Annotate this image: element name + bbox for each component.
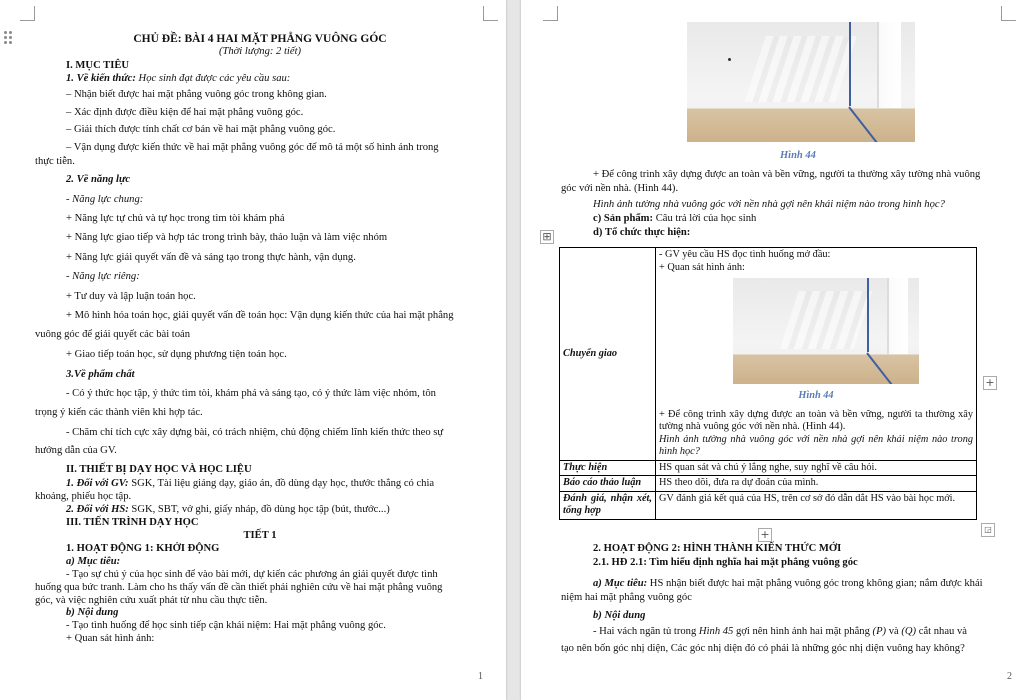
text-line: + Giao tiếp toán học, sử dụng phương tiện toán học. <box>66 349 287 360</box>
text-line: Hình ảnh tường nhà vuông góc với nền nhà gợi nên khái niệm nào trong hình học? <box>593 199 945 210</box>
document-page-2 <box>521 0 1035 700</box>
subheading: b) Nội dung <box>593 610 646 621</box>
text-line: 1. Đối với GV: SGK, Tài liệu giảng dạy, giáo án, đồ dùng dạy học, thước thẳng có chia <box>66 478 435 489</box>
text-line: – Nhận biết được hai mặt phẳng vuông góc trong không gian. <box>66 89 327 100</box>
text-line: niệm hai mặt phẳng vuông góc <box>561 592 692 603</box>
table-row-label: Báo cáo thảo luận <box>560 476 656 492</box>
table-cell: HS quan sát và chú ý lắng nghe, suy nghĩ về câu hỏi. <box>656 460 977 476</box>
text-line: - Có ý thức học tập, ý thức tìm tòi, khám phá và sáng tạo, có ý thức làm việc nhóm, tôn <box>66 388 436 399</box>
text-line: – Giải thích được tính chất cơ bản về hai mặt phẳng vuông góc. <box>66 124 336 135</box>
section-heading: II. THIẾT BỊ DẠY HỌC VÀ HỌC LIỆU <box>66 464 252 475</box>
text-line: hướng dẫn của GV. <box>35 445 117 456</box>
crop-mark <box>483 6 498 21</box>
table-move-handle-icon[interactable]: ⊞ <box>540 230 554 244</box>
table-row <box>560 460 977 476</box>
cell-text: + Quan sát hình ảnh: <box>659 261 745 273</box>
lesson-heading: TIẾT 1 <box>243 530 277 541</box>
text-line: + Quan sát hình ảnh: <box>66 633 155 644</box>
section-heading: III. TIẾN TRÌNH DẠY HỌC <box>66 517 199 528</box>
cell-text: + Để công trình xây dựng được an toàn và bền vững, người ta thường xây tường nhà vuông góc với nền nhà. (Hình 44). <box>659 408 973 432</box>
subheading: b) Nội dung <box>66 607 119 618</box>
text-line: - Chăm chỉ tích cực xây dựng bài, có trách nhiệm, chủ động chiếm lĩnh kiến thức theo sự <box>66 427 444 438</box>
section-heading: I. MỤC TIÊU <box>66 60 130 71</box>
text-line: - Hai vách ngăn tủ trong Hình 45 gợi nên hình ảnh hai mặt phẳng (P) và (Q) cắt nhau và <box>593 626 967 637</box>
text-line: - Tạo tình huống để học sinh tiếp cận khái niệm: Hai mặt phẳng vuông góc. <box>66 620 386 631</box>
crop-mark <box>1001 6 1016 21</box>
table-cell: HS theo dõi, đưa ra dự đoán của mình. <box>656 476 977 492</box>
text-line: - Tạo sự chú ý của học sinh để vào bài mới, dự kiến các phương án giải quyết được tình <box>66 569 438 580</box>
page-number: 2 <box>1007 671 1012 682</box>
table-row-label: Thực hiện <box>560 460 656 476</box>
text-line: + Năng lực giao tiếp và hợp tác trong trình bày, thảo luận và làm việc nhóm <box>66 232 388 243</box>
text-line: + Mô hình hóa toán học, giải quyết vấn đề toán học: Vận dụng kiến thức của hai mặt phẳng <box>66 310 454 321</box>
duration: (Thời lượng: 2 tiết) <box>218 46 302 57</box>
table-row <box>560 248 977 461</box>
table-row <box>560 491 977 519</box>
add-column-icon[interactable]: + <box>983 376 997 390</box>
add-row-icon[interactable]: + <box>758 528 772 542</box>
table-row-label: Chuyển giao <box>560 248 656 461</box>
text-line: - Năng lực chung: <box>66 194 144 205</box>
text-line: - Năng lực riêng: <box>66 271 140 282</box>
text-line: a) Mục tiêu: HS nhận biết được hai mặt phẳng vuông góc trong không gian; nắm được khái <box>593 578 983 589</box>
cell-text: - GV yêu cầu HS đọc tình huống mở đầu: <box>659 249 831 260</box>
activity-table <box>559 247 977 520</box>
figure-caption: Hình 44 <box>780 150 816 161</box>
room-photo <box>733 278 919 384</box>
table-cell: GV đánh giá kết quả của HS, trên cơ sở đó dẫn dắt HS vào bài học mới. <box>656 491 977 519</box>
text-line: – Vận dụng được kiến thức về hai mặt phẳng vuông góc để mô tả một số hình ảnh trong <box>66 142 439 153</box>
drag-handle-icon[interactable] <box>4 31 14 47</box>
text-line: c) Sản phẩm: Câu trả lời của học sinh <box>593 213 757 224</box>
text-line: + Tư duy và lập luận toán học. <box>66 291 196 302</box>
table-resize-handle-icon[interactable]: ◲ <box>981 523 995 537</box>
text-line: + Năng lực giải quyết vấn đề và sáng tạo trong thực hành, vận dụng. <box>66 252 356 263</box>
text-line: góc, và việc nghiên cứu xuất phát từ nhu cầu thực tiễn. <box>35 595 268 606</box>
text-line: trọng ý kiến các thành viên khi hợp tác. <box>35 407 203 418</box>
activity-heading: 2. HOẠT ĐỘNG 2: HÌNH THÀNH KIẾN THỨC MỚI <box>593 543 842 554</box>
text-line: thực tiễn. <box>35 156 75 167</box>
subheading: a) Mục tiêu: <box>66 556 121 567</box>
page-title: CHỦ ĐỀ: BÀI 4 HAI MẶT PHẲNG VUÔNG GÓC <box>133 33 387 45</box>
subheading: 3.Về phẩm chất <box>66 369 135 380</box>
text-line: huống qua bức tranh. Làm cho hs thấy vấn đề cần thiết phải nghiên cứu về hai mặt phẳng vuông <box>35 582 443 593</box>
figure-caption: Hình 44 <box>798 390 834 401</box>
subheading: 2.1. HĐ 2.1: Tìm hiểu định nghĩa hai mặt phẳng vuông góc <box>593 557 858 568</box>
crop-mark <box>543 6 558 21</box>
table-row-label: Đánh giá, nhận xét, tổng hợp <box>560 491 656 519</box>
text-line: d) Tổ chức thực hiện: <box>593 227 691 238</box>
room-photo <box>687 22 915 142</box>
table-cell <box>656 248 977 461</box>
text-line: 2. Đối với HS: SGK, SBT, vở ghi, giấy nháp, đồ dùng học tập (bút, thước...) <box>66 504 390 515</box>
crop-mark <box>20 6 35 21</box>
text-line: khoảng, phiếu học tập. <box>35 491 132 502</box>
text-line: – Xác định được điều kiện để hai mặt phẳng vuông góc. <box>66 107 304 118</box>
knowledge-line: 1. Về kiến thức: Học sinh đạt được các yêu cầu sau: <box>66 73 291 84</box>
page-number: 1 <box>478 671 483 682</box>
text-line: vuông góc để giải quyết các bài toán <box>35 329 191 340</box>
table-row <box>560 476 977 492</box>
text-line: + Năng lực tự chủ và tự học trong tìm tòi khám phá <box>66 213 285 224</box>
document-page-1 <box>0 0 506 700</box>
text-line: + Để công trình xây dựng được an toàn và bền vững, người ta thường xây tường nhà vuông <box>593 169 981 180</box>
text-line: tạo nên bốn góc nhị diện, Các góc nhị diện đó có phải là những góc nhị diện vuông hay không? <box>561 643 965 654</box>
cell-text: Hình ảnh tường nhà vuông góc với nền nhà gợi nên khái niệm nào trong hình học? <box>659 433 973 457</box>
text-line: góc với nền nhà. (Hình 44). <box>561 183 679 194</box>
activity-heading: 1. HOẠT ĐỘNG 1: KHỞI ĐỘNG <box>66 543 220 554</box>
subheading: 2. Về năng lực <box>66 174 131 185</box>
